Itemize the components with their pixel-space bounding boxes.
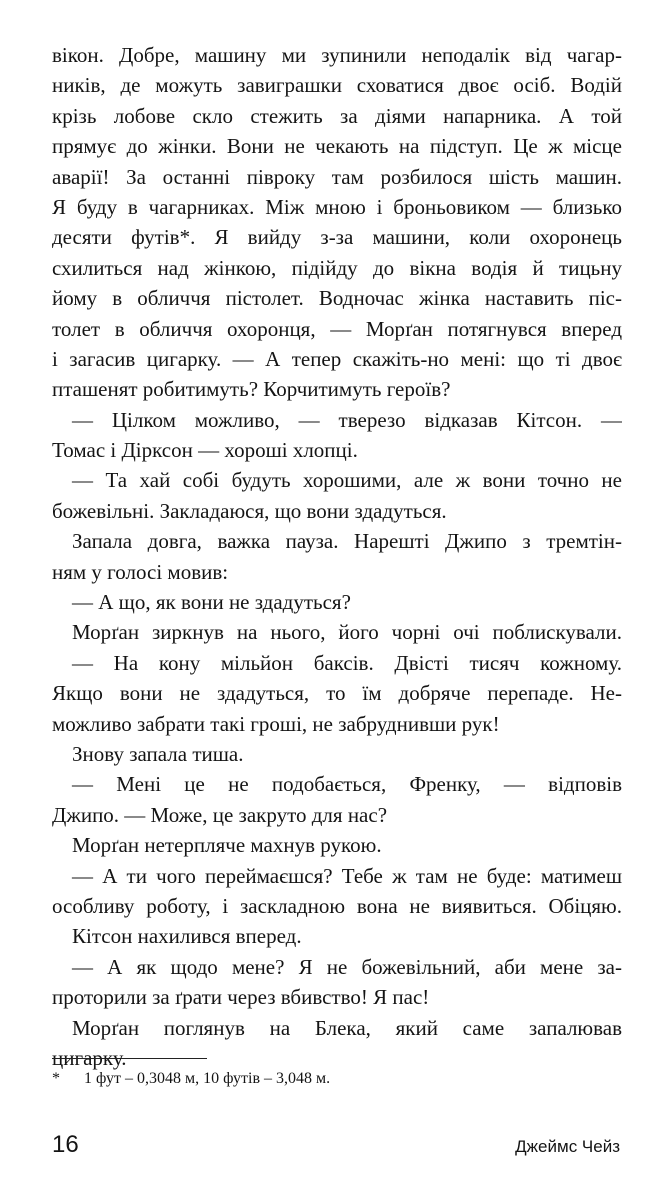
text-line: вікон. Добре, машину ми зупинили неподалік від чагар- (52, 43, 622, 67)
text-line: — Та хай собі будуть хорошими, але ж вони точно не (72, 468, 622, 493)
text-line: йому в обличчя пістолет. Водночас жінка наставить піс- (52, 286, 622, 311)
text-line: — А що, як вони не здадуться? (72, 590, 351, 615)
footnote (52, 1068, 330, 1090)
text-line: — На кону мільйон баксів. Двісті тисяч кожному. (72, 650, 622, 675)
text-line: схилиться над жінкою, підійду до вікна водія й тицьну (52, 255, 622, 280)
text-line: толет в обличчя охоронця, — Морґан потягнувся вперед (52, 316, 622, 341)
text-line: Морґан поглянув на Блека, який саме запалював (72, 1015, 622, 1040)
text-line: божевільні. Закладаюся, що вони здадуться. (52, 498, 447, 523)
text-line: можливо забрати такі гроші, не забруднивши рук! (52, 711, 500, 736)
text-line: ням у голосі мовив: (52, 559, 229, 584)
text-line: Морґан зиркнув на нього, його чорні очі поблискували. (72, 620, 622, 645)
text-line: крізь лобове скло стежить за діями напарника. А той (52, 103, 622, 128)
text-line: — Цілком можливо, — тверезо відказав Кітсон. — (72, 407, 622, 432)
text-line: Запала довга, важка пауза. Нарешті Джипо з тремтін- (72, 529, 622, 554)
text-line: прямує до жінки. Вони не чекають на підступ. Це ж місце (52, 134, 622, 159)
footnote-divider (52, 1058, 207, 1059)
text-line: — Мені це не подобається, Френку, — відповів (72, 772, 622, 797)
running-footer-author: Джеймс Чейз (515, 1137, 620, 1156)
text-line: Я буду в чагарниках. Між мною і броньовиком — близько (52, 194, 622, 219)
text-line: особливу роботу, і заскладною вона не виявиться. Обіцяю. (52, 893, 622, 918)
text-line: Морґан нетерпляче махнув рукою. (72, 833, 382, 858)
text-line: — А ти чого переймаєшся? Тебе ж там не буде: матимеш (72, 863, 622, 888)
page-number: 16 (52, 1131, 79, 1158)
text-line: пташенят робитимуть? Корчитимуть героїв? (52, 377, 451, 402)
text-line: цигарку. (52, 1045, 127, 1070)
text-line: і загасив цигарку. — А тепер скажіть-но мені: що ті двоє (52, 346, 622, 371)
text-line: ників, де можуть завиграшки сховатися двоє осіб. Водій (52, 73, 622, 98)
text-line: — А як щодо мене? Я не божевільний, аби мене за- (72, 954, 622, 979)
text-line: проторили за ґрати через вбивство! Я пас! (52, 985, 430, 1010)
text-line: Томас і Дірксон — хороші хлопці. (52, 438, 358, 463)
footnote-mark: * (52, 1070, 60, 1087)
text-line: десяти футів*. Я вийду з-за машини, коли охоронець (52, 225, 622, 250)
body-text (52, 40, 622, 1073)
text-line: Якщо вони не здадуться, то їм добряче перепаде. Не- (52, 681, 622, 706)
text-line: Джипо. — Може, це закруто для нас? (52, 802, 388, 827)
text-line: Кітсон нахилився вперед. (72, 924, 302, 949)
text-line: Знову запала тиша. (72, 741, 244, 766)
footnote-text: 1 фут – 0,3048 м, 10 футів – 3,048 м. (84, 1070, 331, 1087)
text-line: аварії! За останні півроку там розбилося шість машин. (52, 164, 622, 189)
